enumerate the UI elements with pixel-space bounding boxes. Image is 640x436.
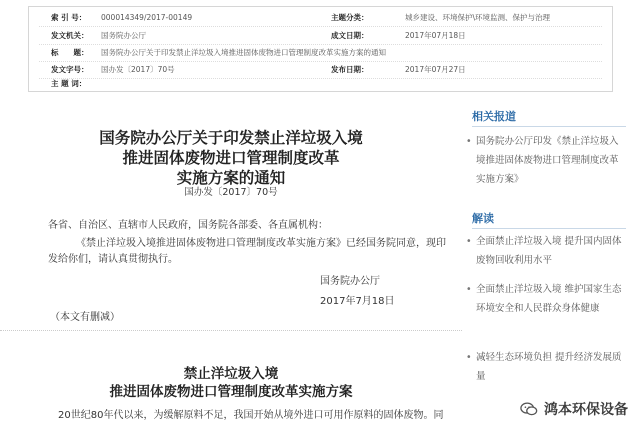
meta-title-value: 国务院办公厅关于印发禁止洋垃圾入境推进固体废物进口管理制度改革实施方案的通知 <box>101 48 386 57</box>
meta-org-label: 发文机关： <box>51 31 89 40</box>
body-paragraph: 《禁止洋垃圾入境推进固体废物进口管理制度改革实施方案》已经国务院同意，现印发给你们，请认真贯彻执行。 <box>48 238 446 265</box>
document-metadata-box <box>28 6 613 92</box>
watermark-text: 鸿本环保设备 <box>544 402 628 418</box>
bullet-icon: • <box>466 352 472 363</box>
section-divider <box>0 330 462 331</box>
bullet-icon: • <box>466 136 472 147</box>
meta-category-value: 城乡建设、环境保护\环境监测、保护与治理 <box>405 13 551 22</box>
sidebar-divider <box>472 228 626 229</box>
explanation-link-text: 全面禁止洋垃圾入境 维护国家生态环境安全和人民群众身体健康 <box>476 284 622 314</box>
document-title-line-1: 国务院办公厅关于印发禁止洋垃圾入境 <box>99 128 363 147</box>
meta-category-label: 主题分类： <box>331 13 369 22</box>
explanation-link[interactable] <box>466 348 626 386</box>
meta-index-label: 索 引 号： <box>51 13 87 22</box>
plan-intro-paragraph: 20世纪80年代以来，为缓解原料不足，我国开始从境外进口可用作原料的固体废物。同 <box>58 410 444 421</box>
document-body <box>0 100 462 436</box>
sidebar-divider <box>472 126 626 127</box>
meta-docnum-label: 发文字号： <box>51 65 89 74</box>
explanation-link[interactable] <box>466 232 626 270</box>
signature-date: 2017年7月18日 <box>320 296 395 307</box>
abridged-note: （本文有删减） <box>50 312 120 323</box>
bullet-icon: • <box>466 236 472 247</box>
explanation-link-text: 减轻生态环境负担 提升经济发展质量 <box>476 352 622 382</box>
document-number: 国办发〔2017〕70号 <box>184 187 278 198</box>
bullet-icon: • <box>466 284 472 295</box>
explanation-heading: 解读 <box>472 212 494 225</box>
signature-org: 国务院办公厅 <box>320 276 380 287</box>
watermark <box>520 398 628 420</box>
explanation-link[interactable] <box>466 280 626 318</box>
related-report-link[interactable] <box>466 132 626 189</box>
meta-date-made-label: 成文日期： <box>331 31 369 40</box>
plan-title-line-1: 禁止洋垃圾入境 <box>183 366 279 382</box>
related-reports-heading: 相关报道 <box>472 110 516 123</box>
plan-title-line-2: 推进固体废物进口管理制度改革实施方案 <box>109 384 353 400</box>
meta-pubdate-label: 发布日期： <box>331 65 369 74</box>
meta-date-made-value: 2017年07月18日 <box>405 31 466 40</box>
meta-keywords-label: 主 题 词： <box>51 79 87 88</box>
document-title-line-2: 推进固体废物进口管理制度改革 <box>122 148 340 167</box>
wechat-icon <box>520 400 538 418</box>
document-title-line-3: 实施方案的通知 <box>176 168 286 187</box>
meta-org-value: 国务院办公厅 <box>101 31 146 40</box>
meta-docnum-value: 国办发〔2017〕70号 <box>101 65 175 74</box>
meta-divider <box>39 78 602 79</box>
meta-pubdate-value: 2017年07月27日 <box>405 65 466 74</box>
related-report-link-text: 国务院办公厅印发《禁止洋垃圾入境推进固体废物进口管理制度改革实施方案》 <box>476 136 619 185</box>
addressee-paragraph: 各省、自治区、直辖市人民政府，国务院各部委、各直属机构： <box>48 220 328 231</box>
meta-title-label: 标 题： <box>51 48 89 57</box>
sidebar <box>464 100 640 436</box>
meta-index-value: 000014349/2017-00149 <box>101 13 193 22</box>
explanation-link-text: 全面禁止洋垃圾入境 提升国内固体废物回收利用水平 <box>476 236 622 266</box>
